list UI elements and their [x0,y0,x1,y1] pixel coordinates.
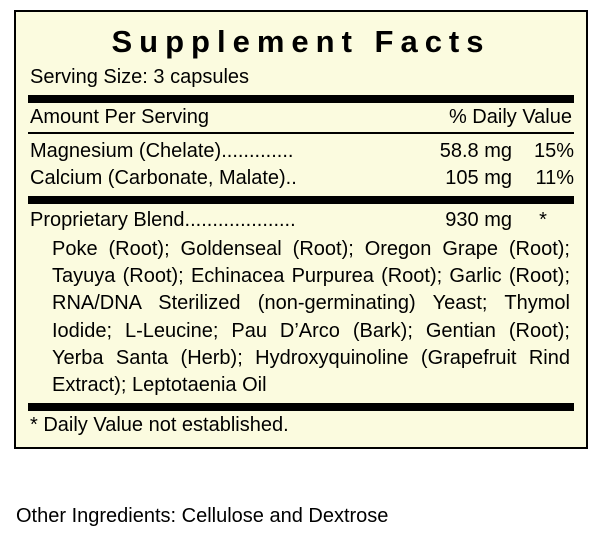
nutrient-daily-value: 15% [533,140,574,162]
proprietary-blend-amount: 930 mg [445,209,512,231]
column-headers [30,106,574,129]
proprietary-blend-name: Proprietary Blend [30,209,185,231]
nutrient-row [30,138,574,165]
serving-size: Serving Size: 3 capsules [30,66,250,88]
proprietary-blend-row [30,207,574,234]
divider-thin-header [28,132,574,134]
amount-per-serving-header: Amount Per Serving [30,106,209,128]
nutrient-name: Calcium (Carbonate, Malate) [30,167,286,189]
other-ingredients: Other Ingredients: Cellulose and Dextrose [16,505,389,527]
divider-thick-middle [28,196,574,204]
nutrient-dots: ............. [221,140,294,162]
supplement-facts-panel [14,10,588,449]
proprietary-blend-daily-value: * [539,209,547,231]
nutrient-row [30,165,574,192]
divider-thick-top [28,95,574,103]
daily-value-footnote: * Daily Value not established. [30,414,289,437]
daily-value-header: % Daily Value [448,106,572,128]
panel-title: Supplement Facts [111,24,491,59]
nutrient-daily-value: 11% [535,167,574,189]
proprietary-blend-ingredients: Poke (Root); Goldenseal (Root); Oregon Grape (Root); Tayuya (Root); Echinacea Purpurea (Root); Garlic (Root); RNA/DNA Sterilized (non-germinating) Yeast; Thymol Iodide; L-Leucine; Pau D’Arco (Bark); Gentian (Root); Yerba Santa (Herb); Hydroxyquinoline (Grapefruit Rind Extract); Leptotaenia Oil [52,238,570,396]
divider-thick-bottom [28,403,574,411]
nutrient-amount: 58.8 mg [439,140,512,162]
nutrient-dots: .. [285,167,297,189]
nutrient-amount: 105 mg [445,167,512,189]
proprietary-blend-dots: .................... [184,209,296,231]
nutrient-name: Magnesium (Chelate) [30,140,222,162]
